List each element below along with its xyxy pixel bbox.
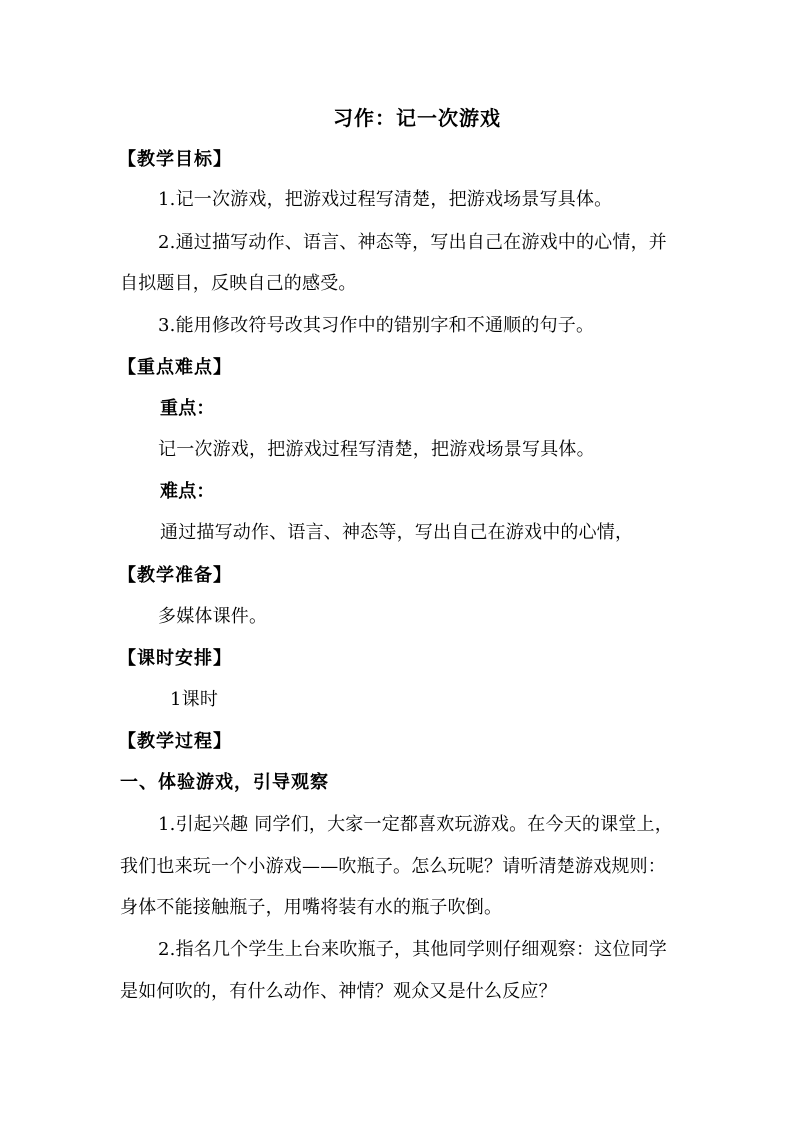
goals-heading: 【教学目标】 [118,149,232,170]
process-part1-heading: 一、体验游戏，引导观察 [120,772,329,793]
preparation-heading: 【教学准备】 [118,565,232,586]
process-line-3: 身体不能接触瓶子，用嘴将装有水的瓶子吹倒。 [120,897,503,918]
difficulty-label: 难点： [160,481,215,502]
focus-label: 重点： [160,398,215,419]
schedule-text: 1课时 [170,689,219,710]
goal-item-2-continued: 自拟题目，反映自己的感受。 [120,273,357,294]
goal-item-2: 2.通过描写动作、语言、神态等，写出自己在游戏中的心情，并 [158,232,667,253]
focus-text: 记一次游戏，把游戏过程写清楚，把游戏场景写具体。 [158,439,595,460]
process-heading: 【教学过程】 [118,731,232,752]
difficulty-text: 通过描写动作、语言、神态等，写出自己在游戏中的心情， [160,522,634,543]
process-line-2: 我们也来玩一个小游戏——吹瓶子。怎么玩呢？请听清楚游戏规则： [120,856,666,877]
key-points-heading: 【重点难点】 [118,357,232,378]
schedule-heading: 【课时安排】 [118,648,232,669]
goal-item-1: 1.记一次游戏，把游戏过程写清楚，把游戏场景写具体。 [158,189,613,210]
process-line-1: 1.引起兴趣 同学们，大家一定都喜欢玩游戏。在今天的课堂上， [158,814,673,835]
goal-item-3: 3.能用修改符号改其习作中的错别字和不通顺的句子。 [158,315,595,336]
process-line-4: 2.指名几个学生上台来吹瓶子，其他同学则仔细观察：这位同学 [158,939,667,960]
document-title: 习作：记一次游戏 [333,106,501,130]
process-line-5: 是如何吹的，有什么动作、神情？观众又是什么反应？ [120,981,557,1002]
preparation-text: 多媒体课件。 [158,606,268,627]
